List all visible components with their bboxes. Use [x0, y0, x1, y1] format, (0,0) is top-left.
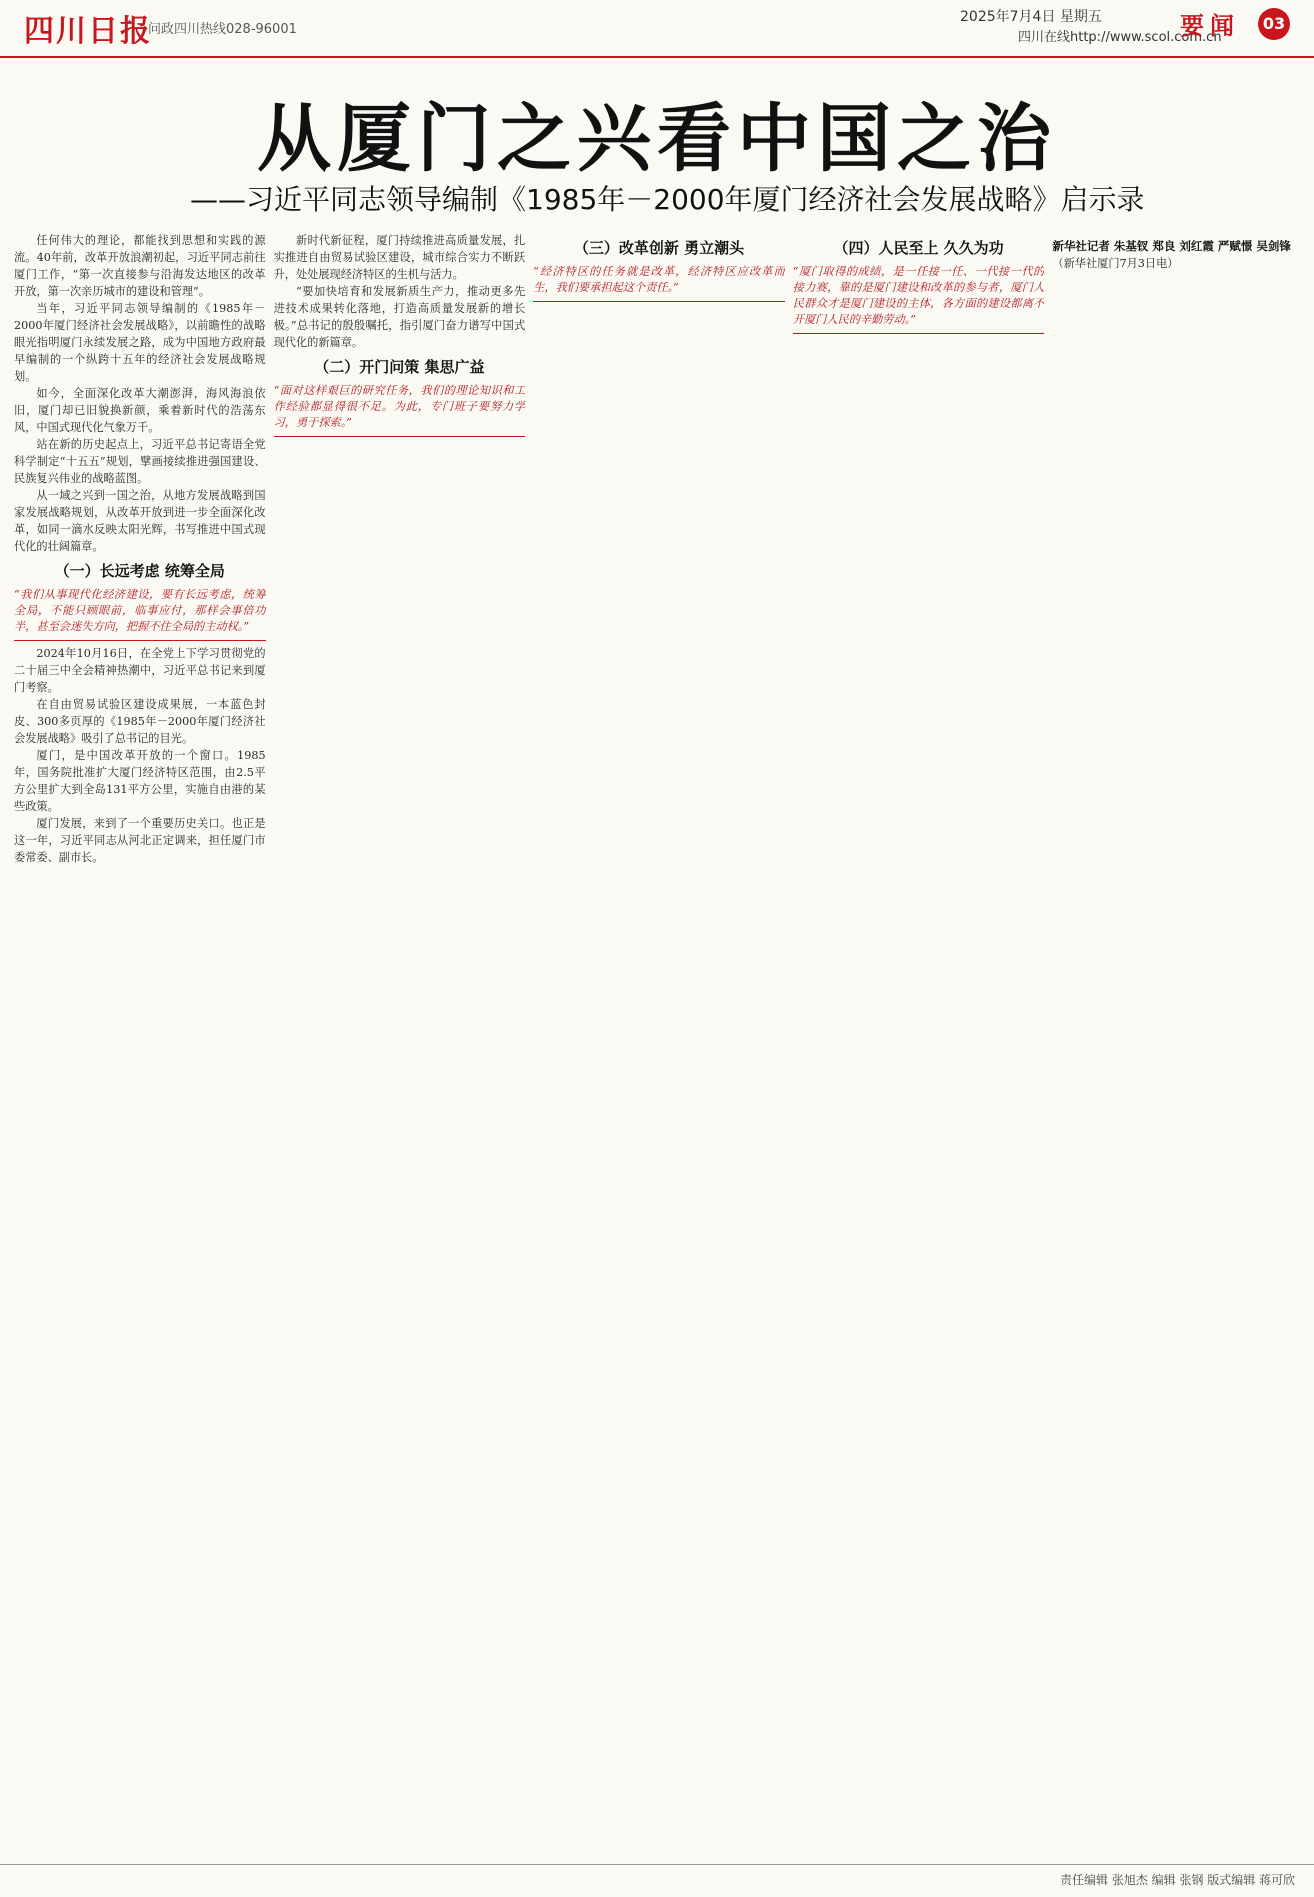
byline: 新华社记者 朱基钗 郑良 刘红霞 严赋憬 吴剑锋	[1052, 239, 1291, 253]
page-footer	[0, 1864, 1314, 1897]
page-header	[0, 0, 1314, 58]
body-paragraph: 在自由贸易试验区建设成果展，一本蓝色封皮、300多页厚的《1985年－2000年厦门经济社会发展战略》吸引了总书记的目光。	[14, 698, 266, 745]
article-subtitle: ——习近平同志领导编制《1985年－2000年厦门经济社会发展战略》启示录	[190, 183, 1145, 216]
article-title: 从厦门之兴看中国之治	[257, 96, 1057, 182]
byline-note: （新华社厦门7月3日电）	[1052, 257, 1179, 270]
column-1	[14, 232, 266, 1852]
body-paragraph: 当年，习近平同志领导编制的《1985年－2000年厦门经济社会发展战略》，以前瞻性的战略眼光指明厦门永续发展之路，成为中国地方政府最早编制的一个纵跨十五年的经济社会发展战略规划。	[14, 302, 266, 383]
body-paragraph: 厦门，是中国改革开放的一个窗口。1985年，国务院批准扩大厦门经济特区范围，由2.5平方公里扩大到全岛131平方公里，实施自由港的某些政策。	[14, 749, 266, 813]
section-heading-2: （二）开门问策 集思广益	[314, 358, 485, 376]
section-quote-4: “厦门取得的成绩，是一任接一任、一代接一代的接力赛，靠的是厦门建设和改革的参与者，厦门人民群众才是厦门建设的主体，各方面的建设都离不开厦门人民的辛勤劳动。”	[793, 261, 1045, 334]
section-heading-1: （一）长远考虑 统筹全局	[54, 562, 225, 580]
body-paragraph: 站在新的历史起点上，习近平总书记寄语全党科学制定“十五五”规划，擘画接续推进强国建设、民族复兴伟业的战略蓝图。	[14, 438, 266, 485]
column-4	[793, 232, 1045, 1852]
newspaper-logo: 四川日报	[24, 14, 152, 49]
column-3	[533, 232, 785, 1852]
body-paragraph: 厦门发展，来到了一个重要历史关口。也正是这一年，习近平同志从河北正定调来，担任厦门市委常委、副市长。	[14, 817, 266, 864]
section-quote-2: “面对这样艰巨的研究任务，我们的理论知识和工作经验都显得很不足。为此，专门班子要努力学习，勇于探索。”	[274, 380, 526, 437]
page-number-badge: 03	[1258, 8, 1290, 40]
body-paragraph: 2024年10月16日，在全党上下学习贯彻党的二十届三中全会精神热潮中，习近平总书记来到厦门考察。	[14, 647, 266, 694]
hotline-text: 问政四川热线028-96001	[148, 22, 297, 37]
section-heading-4: （四）人民至上 久久为功	[833, 239, 1004, 257]
issue-date: 2025年7月4日 星期五	[960, 9, 1102, 25]
section-heading-3: （三）改革创新 勇立潮头	[573, 239, 745, 257]
body-paragraph: 如今，全面深化改革大潮澎湃，海风海浪依旧，厦门却已旧貌换新颜，乘着新时代的浩荡东风，中国式现代化气象万千。	[14, 387, 266, 434]
article-body	[14, 232, 1304, 1852]
section-quote-3: “经济特区的任务就是改革，经济特区应改革而生，我们要承担起这个责任。”	[533, 261, 785, 302]
section-quote-1: “我们从事现代化经济建设，要有长远考虑，统筹全局，不能只顾眼前，临事应付，那样会事倍功半，甚至会迷失方向，把握不住全局的主动权。”	[14, 584, 266, 641]
body-paragraph: “要加快培育和发展新质生产力，推动更多先进技术成果转化落地，打造高质量发展新的增长极。”总书记的殷殷嘱托，指引厦门奋力谱写中国式现代化的新篇章。	[273, 285, 526, 349]
column-2	[274, 232, 526, 1852]
body-paragraph: 从一域之兴到一国之治，从地方发展战略到国家发展战略规划，从改革开放到进一步全面深化改革，如同一滴水反映太阳光辉，书写推进中国式现代化的壮阔篇章。	[14, 489, 266, 553]
editor-credits: 责任编辑 张旭杰 编辑 张钢 版式编辑 蒋可欣	[1060, 1873, 1296, 1887]
intro-paragraph: 任何伟大的理论，都能找到思想和实践的源流。40年前，改革开放浪潮初起，习近平同志前往厦门工作，“第一次直接参与沿海发达地区的改革开放，第一次亲历城市的建设和管理”。	[14, 234, 266, 298]
section-label: 要闻	[1180, 11, 1240, 40]
column-5	[1052, 232, 1304, 1852]
website-text: 四川在线http://www.scol.com.cn	[1018, 30, 1222, 45]
body-paragraph: 新时代新征程，厦门持续推进高质量发展，扎实推进自由贸易试验区建设，城市综合实力不断跃升，处处展现经济特区的生机与活力。	[273, 234, 526, 281]
